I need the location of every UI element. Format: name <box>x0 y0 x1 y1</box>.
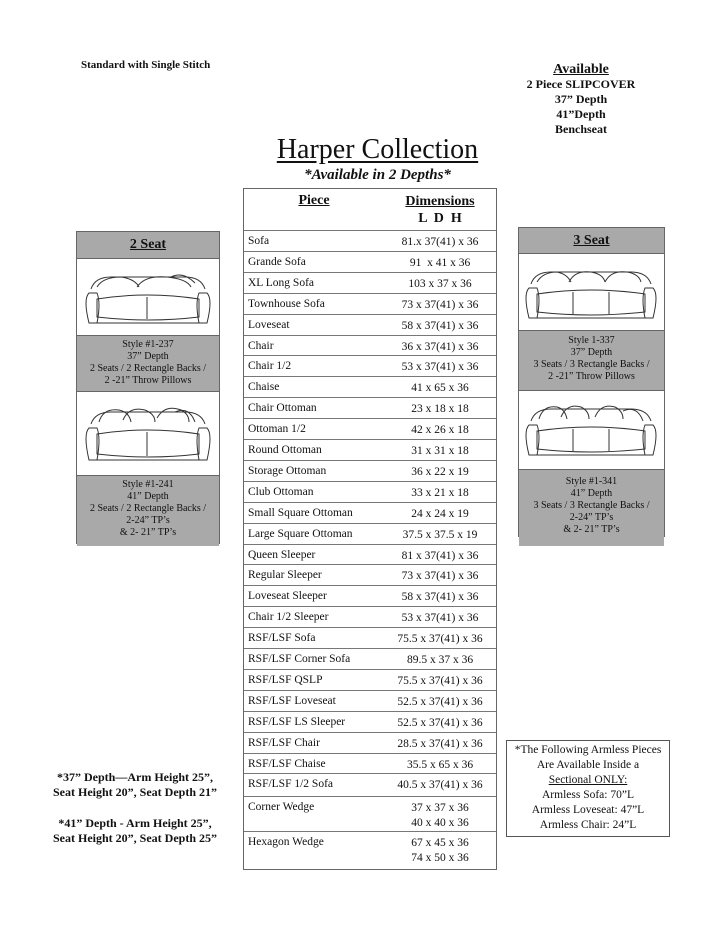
note-line: Seat Height 20”, Seat Depth 25” <box>53 831 217 845</box>
piece-dims <box>384 801 496 831</box>
piece-dims: 52.5 x 37(41) x 36 <box>397 695 483 708</box>
dims-line: 37 x 37 x 36 <box>411 802 469 814</box>
three-seat-panel <box>518 227 665 537</box>
piece-dims <box>384 836 496 866</box>
caption-line: 2 -21” Throw Pillows <box>548 371 635 382</box>
piece-name: Townhouse Sofa <box>248 297 325 310</box>
piece-dims: 81.x 37(41) x 36 <box>401 236 479 248</box>
table-row <box>244 335 496 357</box>
piece-name: Storage Ottoman <box>248 464 327 477</box>
caption-line: 37” Depth <box>570 347 613 358</box>
table-row <box>244 796 496 832</box>
caption-line: Style #1-241 <box>122 479 174 490</box>
table-row <box>244 251 496 273</box>
piece-name: RSF/LSF Loveseat <box>248 694 336 707</box>
note-line: *41” Depth - Arm Height 25”, <box>58 816 212 830</box>
available-line: 37” Depth <box>554 92 608 106</box>
piece-name: RSF/LSF Chaise <box>248 757 326 770</box>
column-header-dimensions <box>384 193 496 227</box>
caption-line: 41” Depth <box>570 488 613 499</box>
piece-dims: 41 x 65 x 36 <box>411 382 469 395</box>
page-title: Harper Collection <box>276 134 479 165</box>
three-seat-sofa-image <box>519 253 664 330</box>
table-row <box>244 606 496 628</box>
table-row <box>244 732 496 754</box>
table-row <box>244 230 496 252</box>
two-seat-sofa-image-2 <box>77 391 219 475</box>
note-line: Seat Height 20”, Seat Depth 21” <box>53 785 217 799</box>
available-block <box>506 62 656 137</box>
table-row <box>244 648 496 670</box>
caption-line: 3 Seats / 3 Rectangle Backs / <box>533 359 650 370</box>
dims-line: 67 x 45 x 36 <box>411 837 469 849</box>
piece-name: Queen Sleeper <box>248 548 316 561</box>
table-row <box>244 523 496 545</box>
piece-name: Chaise <box>248 381 280 394</box>
caption-line: 41” Depth <box>127 491 169 502</box>
caption-line: 2-24” TP’s <box>126 515 170 526</box>
table-row <box>244 773 496 795</box>
three-seat-style2-caption <box>519 469 664 546</box>
piece-dims: 36 x 22 x 19 <box>411 465 469 478</box>
piece-dims: 52.5 x 37(41) x 36 <box>397 716 483 729</box>
piece-name: Regular Sleeper <box>248 569 322 582</box>
piece-name: RSF/LSF 1/2 Sofa <box>248 778 333 791</box>
table-row <box>244 272 496 294</box>
table-row <box>244 544 496 566</box>
two-seat-style1-caption <box>77 335 219 391</box>
piece-dims: 89.5 x 37 x 36 <box>406 654 474 666</box>
piece-name: Sofa <box>248 235 270 247</box>
piece-name: Chair Ottoman <box>248 402 317 415</box>
page-subtitle: *Available in 2 Depths* <box>304 167 451 183</box>
two-seat-panel <box>76 231 220 544</box>
piece-dims: 33 x 21 x 18 <box>411 486 469 499</box>
piece-dims: 73 x 37(41) x 36 <box>401 298 479 311</box>
piece-name: Chair 1/2 <box>248 360 292 373</box>
table-row <box>244 502 496 524</box>
piece-dims: 53 x 37(41) x 36 <box>401 612 479 625</box>
sofa-drawing-icon <box>519 254 664 330</box>
piece-dims: 75.5 x 37(41) x 36 <box>397 633 483 646</box>
two-seat-style2-caption <box>77 475 219 546</box>
caption-line: 37” Depth <box>127 351 169 362</box>
piece-name: Ottoman 1/2 <box>248 423 306 436</box>
armless-note-box <box>506 740 670 837</box>
caption-line: 2 -21” Throw Pillows <box>104 375 192 386</box>
available-line: 41”Depth <box>556 107 606 121</box>
caption-line: 2-24” TP’s <box>569 512 614 523</box>
piece-dims: 24 x 24 x 19 <box>411 507 469 520</box>
piece-dims: 91 x 41 x 36 <box>409 256 471 269</box>
piece-dims: 81 x 37(41) x 36 <box>401 549 479 562</box>
piece-dims: 35.5 x 65 x 36 <box>406 758 474 771</box>
piece-dims: 75.5 x 37(41) x 36 <box>397 674 483 687</box>
dims-line: 40 x 40 x 36 <box>411 817 469 829</box>
piece-dims: 28.5 x 37(41) x 36 <box>397 737 483 750</box>
standard-note: Standard with Single Stitch <box>81 59 211 71</box>
piece-dims: 73 x 37(41) x 36 <box>401 570 479 583</box>
table-row <box>244 753 496 775</box>
caption-line: Style #1-237 <box>122 339 174 350</box>
piece-name: RSF/LSF Corner Sofa <box>248 653 351 665</box>
table-row <box>244 376 496 398</box>
piece-name: Round Ottoman <box>248 444 322 456</box>
caption-line: & 2- 21” TP’s <box>119 527 177 538</box>
table-row <box>244 627 496 649</box>
piece-name: Hexagon Wedge <box>248 836 324 848</box>
piece-name: Corner Wedge <box>248 801 315 813</box>
piece-dims: 36 x 37(41) x 36 <box>401 340 479 353</box>
table-header <box>244 189 496 230</box>
available-heading: Available <box>553 62 609 77</box>
table-row <box>244 711 496 733</box>
column-header-piece: Piece <box>298 193 330 208</box>
table-row <box>244 314 496 336</box>
piece-dims: 31 x 31 x 18 <box>411 445 469 457</box>
available-line: Benchseat <box>555 122 607 136</box>
piece-name: Loveseat <box>248 318 290 331</box>
piece-name: Grande Sofa <box>248 255 306 268</box>
armless-line: Sectional ONLY: <box>548 774 628 786</box>
caption-line: 2 Seats / 2 Rectangle Backs / <box>89 503 207 514</box>
depth-notes <box>30 770 240 846</box>
piece-name: Small Square Ottoman <box>248 506 353 519</box>
armless-line: Armless Loveseat: 47”L <box>531 804 645 816</box>
three-seat-heading: 3 Seat <box>519 228 664 253</box>
piece-dims: 40.5 x 37(41) x 36 <box>397 779 483 792</box>
piece-dims: 103 x 37 x 36 <box>408 277 472 290</box>
available-line: 2 Piece SLIPCOVER <box>526 77 636 91</box>
table-row <box>244 564 496 586</box>
caption-line: Style 1-337 <box>568 335 615 346</box>
table-row <box>244 355 496 377</box>
three-seat-sofa-image-2 <box>519 390 664 469</box>
piece-dims: 23 x 18 x 18 <box>411 403 469 416</box>
piece-name: RSF/LSF QSLP <box>248 673 323 686</box>
sofa-drawing-icon <box>77 392 219 475</box>
armless-line: Are Available Inside a <box>536 759 640 771</box>
table-row <box>244 293 496 315</box>
piece-name: RSF/LSF LS Sleeper <box>248 715 346 728</box>
piece-dims: 42 x 26 x 18 <box>411 424 469 437</box>
two-seat-heading: 2 Seat <box>77 232 219 258</box>
dimensions-label: Dimensions <box>405 194 475 209</box>
armless-line: Armless Chair: 24”L <box>539 819 637 831</box>
two-seat-sofa-image <box>77 258 219 335</box>
three-seat-style1-caption <box>519 330 664 390</box>
table-row <box>244 585 496 607</box>
armless-line: Armless Sofa: 70”L <box>542 789 634 801</box>
sofa-drawing-icon <box>77 259 219 335</box>
piece-name: Chair <box>248 339 274 352</box>
piece-name: Loveseat Sleeper <box>248 590 327 603</box>
piece-name: RSF/LSF Chair <box>248 736 320 749</box>
piece-name: Club Ottoman <box>248 485 314 498</box>
armless-line: *The Following Armless Pieces <box>514 744 662 756</box>
piece-name: Large Square Ottoman <box>248 527 353 540</box>
piece-dims: 37.5 x 37.5 x 19 <box>402 528 478 541</box>
piece-dims: 58 x 37(41) x 36 <box>401 319 479 332</box>
caption-line: 3 Seats / 3 Rectangle Backs / <box>533 500 650 511</box>
sofa-drawing-icon <box>519 391 664 469</box>
piece-name: XL Long Sofa <box>248 276 315 289</box>
piece-name: Chair 1/2 Sleeper <box>248 611 329 624</box>
table-row <box>244 669 496 691</box>
ldh-label: L D H <box>418 211 462 226</box>
piece-dims: 53 x 37(41) x 36 <box>401 361 479 374</box>
note-line: *37” Depth—Arm Height 25”, <box>57 770 213 784</box>
table-row <box>244 831 496 870</box>
dimensions-table <box>243 188 497 870</box>
caption-line: 2 Seats / 2 Rectangle Backs / <box>89 363 207 374</box>
piece-name: RSF/LSF Sofa <box>248 632 316 645</box>
table-row <box>244 439 496 461</box>
caption-line: Style #1-341 <box>565 476 618 487</box>
piece-dims: 58 x 37(41) x 36 <box>401 591 479 604</box>
table-row <box>244 460 496 482</box>
table-row <box>244 690 496 712</box>
caption-line: & 2- 21” TP’s <box>563 524 620 535</box>
table-row <box>244 481 496 503</box>
table-row <box>244 397 496 419</box>
dims-line: 74 x 50 x 36 <box>411 852 469 864</box>
table-row <box>244 418 496 440</box>
